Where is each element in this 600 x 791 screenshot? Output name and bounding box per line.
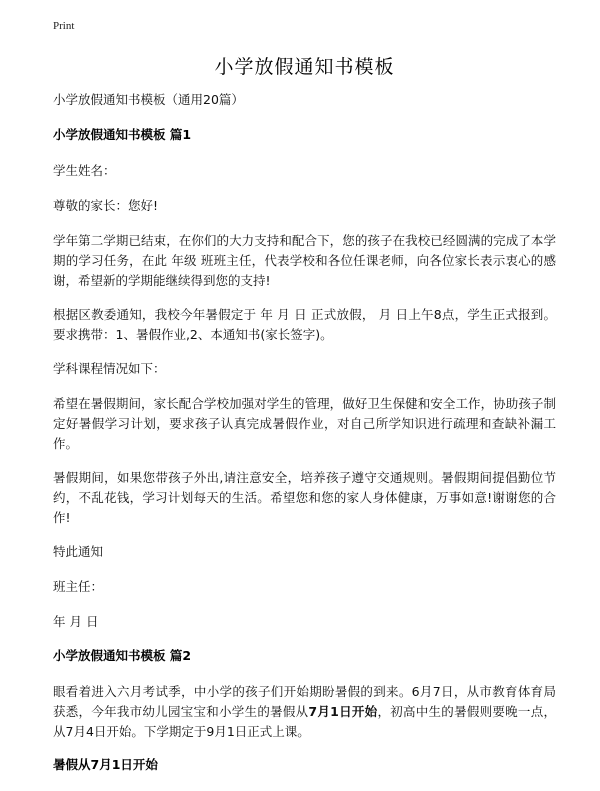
paragraph-holiday-dates: 根据区教委通知，我校今年暑假定于 年 月 日 正式放假， 月 日上午8点，学生正式报到。要求携带：1、暑假作业,2、本通知书(家长签字)。 (53, 307, 556, 342)
document-subtitle: 小学放假通知书模板（通用20篇） (53, 92, 244, 107)
teacher-signature-line: 班主任： (53, 579, 104, 594)
greeting-line: 尊敬的家长：您好! (53, 198, 159, 213)
student-name-line: 学生姓名： (53, 163, 116, 178)
document-body (53, 52, 556, 791)
paragraph-bold-date: 7月1日开始 (308, 704, 378, 719)
paragraph-text-part: ，初高中生的暑假则要晚一点，从7月4日开始。下学期定于9月1日正式上课。 (53, 704, 556, 739)
date-line: 年 月 日 (53, 614, 99, 629)
paragraph-summer-start (53, 682, 556, 742)
paragraph-course-info: 学科课程情况如下： (53, 361, 166, 376)
paragraph-parent-cooperation: 希望在暑假期间，家长配合学校加强对学生的管理，做好卫生保健和安全工作，协助孩子制定好暑假学习计划，要求孩子认真完成暑假作业，对自己所学知识进行疏理和查缺补漏工作。 (53, 396, 556, 451)
paragraph-safety: 暑假期间，如果您带孩子外出,请注意安全，培养孩子遵守交通规则。暑假期间提倡勤位节约，不乱花钱，学习计划每天的生活。希望您和您的家人身体健康，万事如意!谢谢您的合作! (53, 470, 556, 525)
paragraph-semester-end: 学年第二学期已结束，在你们的大力支持和配合下，您的孩子在我校已经圆满的完成了本学期的学习任务，在此 年级 班班主任，代表学校和各位任课老师，向各位家长表示衷心的感谢，希望新的学期能继续得到您的支持! (53, 233, 556, 288)
section-heading-1: 小学放假通知书模板 篇1 (53, 127, 192, 142)
print-label: Print (53, 20, 75, 32)
notice-line: 特此通知 (53, 544, 104, 559)
paragraph-text-part: 眼看着进入六月考试季，中小学的孩子们开始期盼暑假的到来。6月7日，从市教育体育局获悉，今年我市幼儿园宝宝和小学生的暑假从 (53, 684, 556, 719)
page-title: 小学放假通知书模板 (214, 56, 395, 78)
section-heading-2: 小学放假通知书模板 篇2 (53, 648, 192, 663)
subheading-summer-start: 暑假从7月1日开始 (53, 757, 158, 772)
